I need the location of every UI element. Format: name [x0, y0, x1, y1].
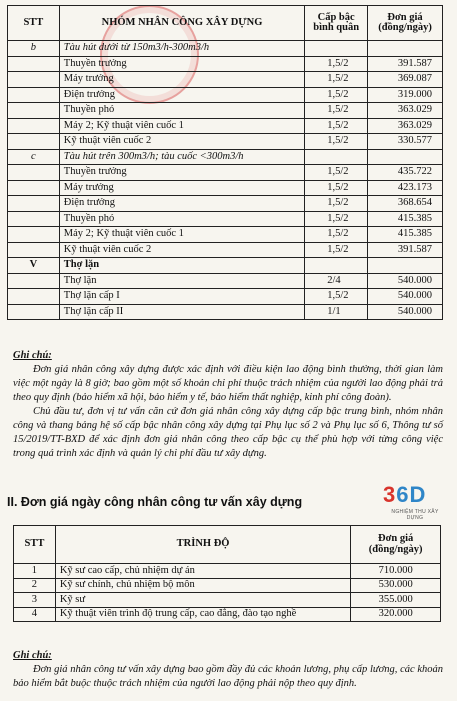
row-description: Thuyền trưởng: [59, 56, 304, 72]
row-stt: [8, 87, 60, 103]
row-grade: 1,5/2: [305, 56, 368, 72]
notes-paragraph-1: Đơn giá nhân công xây dựng được xác định với điều kiện lao động bình thường, thời gian làm việc một ngày là 8 giờ; bao gồm một số khoản chi phí thuộc trách nhiệm của người lao động phải trả theo quy định (bảo hiểm xã hội, bảo hiểm y tế, bảo hiểm thất nghiệp, kinh phí công đoàn).: [13, 364, 443, 403]
row-price: 319.000: [368, 87, 443, 103]
row2-price: 530.000: [351, 578, 441, 593]
row-stt: [8, 118, 60, 134]
logo-tagline: NGHIỆM THU XÂY DỰNG: [391, 509, 439, 521]
notes-paragraph-2: Chủ đầu tư, đơn vị tư vấn căn cứ đơn giá nhân công xây dựng cấp bậc trung bình, nhóm nhân công và thang bảng hệ số cấp bậc nhân công xây dựng tại Phụ lục số 2 và Phụ lục số 6, Thông tư số 15/2019/TT-BXD để xác định đơn giá nhân công theo cấp bậc cụ thể phù hợp với từng công việc trong quá trình xác định và quản lý chi phí đầu tư xây dựng.: [13, 406, 443, 459]
table-row: [8, 227, 443, 243]
row-price: 391.587: [368, 56, 443, 72]
row-price: [368, 149, 443, 165]
table-row: [8, 56, 443, 72]
row-description: Máy 2; Kỹ thuật viên cuốc 1: [59, 118, 304, 134]
header-price: Đơn giá (đồng/ngày): [368, 6, 443, 41]
row-price: 363.029: [368, 118, 443, 134]
row-price: 363.029: [368, 103, 443, 119]
row-grade: 1,5/2: [305, 118, 368, 134]
table-row: [8, 103, 443, 119]
row-description: Tàu hút dưới từ 150m3/h-300m3/h: [59, 41, 304, 57]
table-row: [8, 242, 443, 258]
table-row: [8, 72, 443, 88]
header2-level: TRÌNH ĐỘ: [55, 526, 350, 564]
notes-section-1: [13, 349, 443, 461]
consultant-labor-price-table: [13, 525, 441, 622]
row-stt: [8, 196, 60, 212]
logo-char-2: 6: [396, 482, 410, 507]
table2-row: [14, 607, 441, 622]
row2-level: Kỹ thuật viên trình độ trung cấp, cao đẳng, đào tạo nghề: [55, 607, 350, 622]
row-description: Tàu hút trên 300m3/h; tàu cuốc <300m3/h: [59, 149, 304, 165]
table-row: [8, 165, 443, 181]
logo-char-3: D: [409, 482, 427, 507]
360-logo: [383, 482, 447, 521]
notes2-paragraph-1: Đơn giá nhân công tư vấn xây dựng bao gồm đầy đủ các khoản lương, phụ cấp lương, các khoản bảo hiểm bắt buộc thuộc trách nhiệm của người lao động phải nộp theo quy định.: [13, 664, 443, 689]
table2-row: [14, 578, 441, 593]
row-price: [368, 258, 443, 274]
row-description: Kỹ thuật viên cuốc 2: [59, 242, 304, 258]
row-stt: [8, 211, 60, 227]
row-grade: 1,5/2: [305, 196, 368, 212]
row-description: Thuyền trưởng: [59, 165, 304, 181]
row-description: Điện trưởng: [59, 87, 304, 103]
row-grade: 1,5/2: [305, 211, 368, 227]
row2-price: 710.000: [351, 564, 441, 579]
row-price: 423.173: [368, 180, 443, 196]
notes-title: Ghi chú:: [13, 350, 52, 361]
row2-level: Kỹ sư: [55, 593, 350, 608]
table-row: [8, 304, 443, 320]
row-grade: 1/1: [305, 304, 368, 320]
table-row: [8, 180, 443, 196]
row-description: Thợ lặn cấp II: [59, 304, 304, 320]
row-stt: c: [8, 149, 60, 165]
row-stt: b: [8, 41, 60, 57]
row-description: Thợ lặn: [59, 258, 304, 274]
header-grade: Cấp bậc bình quân: [305, 6, 368, 41]
table2-row: [14, 564, 441, 579]
row-stt: [8, 227, 60, 243]
row-stt: [8, 103, 60, 119]
table-row: [8, 289, 443, 305]
table-row: [8, 134, 443, 150]
table-row: [8, 149, 443, 165]
row2-level: Kỹ sư cao cấp, chủ nhiệm dự án: [55, 564, 350, 579]
row-price: 415.385: [368, 227, 443, 243]
row-description: Máy trưởng: [59, 180, 304, 196]
row-stt: [8, 242, 60, 258]
header2-price: Đơn giá (đồng/ngày): [351, 526, 441, 564]
header2-stt: STT: [14, 526, 56, 564]
row-grade: 1,5/2: [305, 242, 368, 258]
row2-stt: 1: [14, 564, 56, 579]
row-grade: 1,5/2: [305, 227, 368, 243]
row-stt: [8, 289, 60, 305]
row2-level: Kỹ sư chính, chủ nhiệm bộ môn: [55, 578, 350, 593]
row-stt: [8, 273, 60, 289]
row-price: 540.000: [368, 289, 443, 305]
row-description: Máy 2; Kỹ thuật viên cuốc 1: [59, 227, 304, 243]
row-price: 435.722: [368, 165, 443, 181]
row-price: 540.000: [368, 304, 443, 320]
row-grade: 1,5/2: [305, 103, 368, 119]
row-stt: V: [8, 258, 60, 274]
row-price: 369.087: [368, 72, 443, 88]
notes2-title: Ghi chú:: [13, 650, 52, 661]
table2-row: [14, 593, 441, 608]
row-description: Điện trưởng: [59, 196, 304, 212]
row-grade: 1,5/2: [305, 180, 368, 196]
row-stt: [8, 72, 60, 88]
row-description: Máy trưởng: [59, 72, 304, 88]
row-stt: [8, 134, 60, 150]
table-row: [8, 258, 443, 274]
row2-price: 320.000: [351, 607, 441, 622]
row-grade: 1,5/2: [305, 72, 368, 88]
row-description: Kỹ thuật viên cuốc 2: [59, 134, 304, 150]
construction-labor-price-table: [7, 5, 443, 320]
row-description: Thợ lặn cấp I: [59, 289, 304, 305]
row-grade: 1,5/2: [305, 289, 368, 305]
row2-stt: 2: [14, 578, 56, 593]
table-header-row: [8, 6, 443, 41]
row-stt: [8, 165, 60, 181]
table-row: [8, 41, 443, 57]
row-stt: [8, 180, 60, 196]
row2-stt: 3: [14, 593, 56, 608]
row-grade: [305, 149, 368, 165]
table-row: [8, 118, 443, 134]
row-price: 330.577: [368, 134, 443, 150]
row-price: [368, 41, 443, 57]
notes-section-2: [13, 649, 443, 691]
row-grade: [305, 258, 368, 274]
row-grade: [305, 41, 368, 57]
table-row: [8, 196, 443, 212]
row2-price: 355.000: [351, 593, 441, 608]
table2-header-row: [14, 526, 441, 564]
row-stt: [8, 56, 60, 72]
row-description: Thợ lặn: [59, 273, 304, 289]
row-description: Thuyền phó: [59, 103, 304, 119]
logo-char-1: 3: [383, 482, 397, 507]
header-group: NHÓM NHÂN CÔNG XÂY DỰNG: [59, 6, 304, 41]
row-grade: 1,5/2: [305, 134, 368, 150]
row-price: 368.654: [368, 196, 443, 212]
row-price: 540.000: [368, 273, 443, 289]
row-grade: 1,5/2: [305, 165, 368, 181]
header-stt: STT: [8, 6, 60, 41]
row-stt: [8, 304, 60, 320]
section-2-title: II. Đơn giá ngày công nhân công tư vấn xây dựng: [7, 495, 303, 509]
row-grade: 1,5/2: [305, 87, 368, 103]
table-row: [8, 273, 443, 289]
row-grade: 2/4: [305, 273, 368, 289]
table-row: [8, 87, 443, 103]
row-price: 391.587: [368, 242, 443, 258]
row2-stt: 4: [14, 607, 56, 622]
row-price: 415.385: [368, 211, 443, 227]
table-row: [8, 211, 443, 227]
row-description: Thuyền phó: [59, 211, 304, 227]
